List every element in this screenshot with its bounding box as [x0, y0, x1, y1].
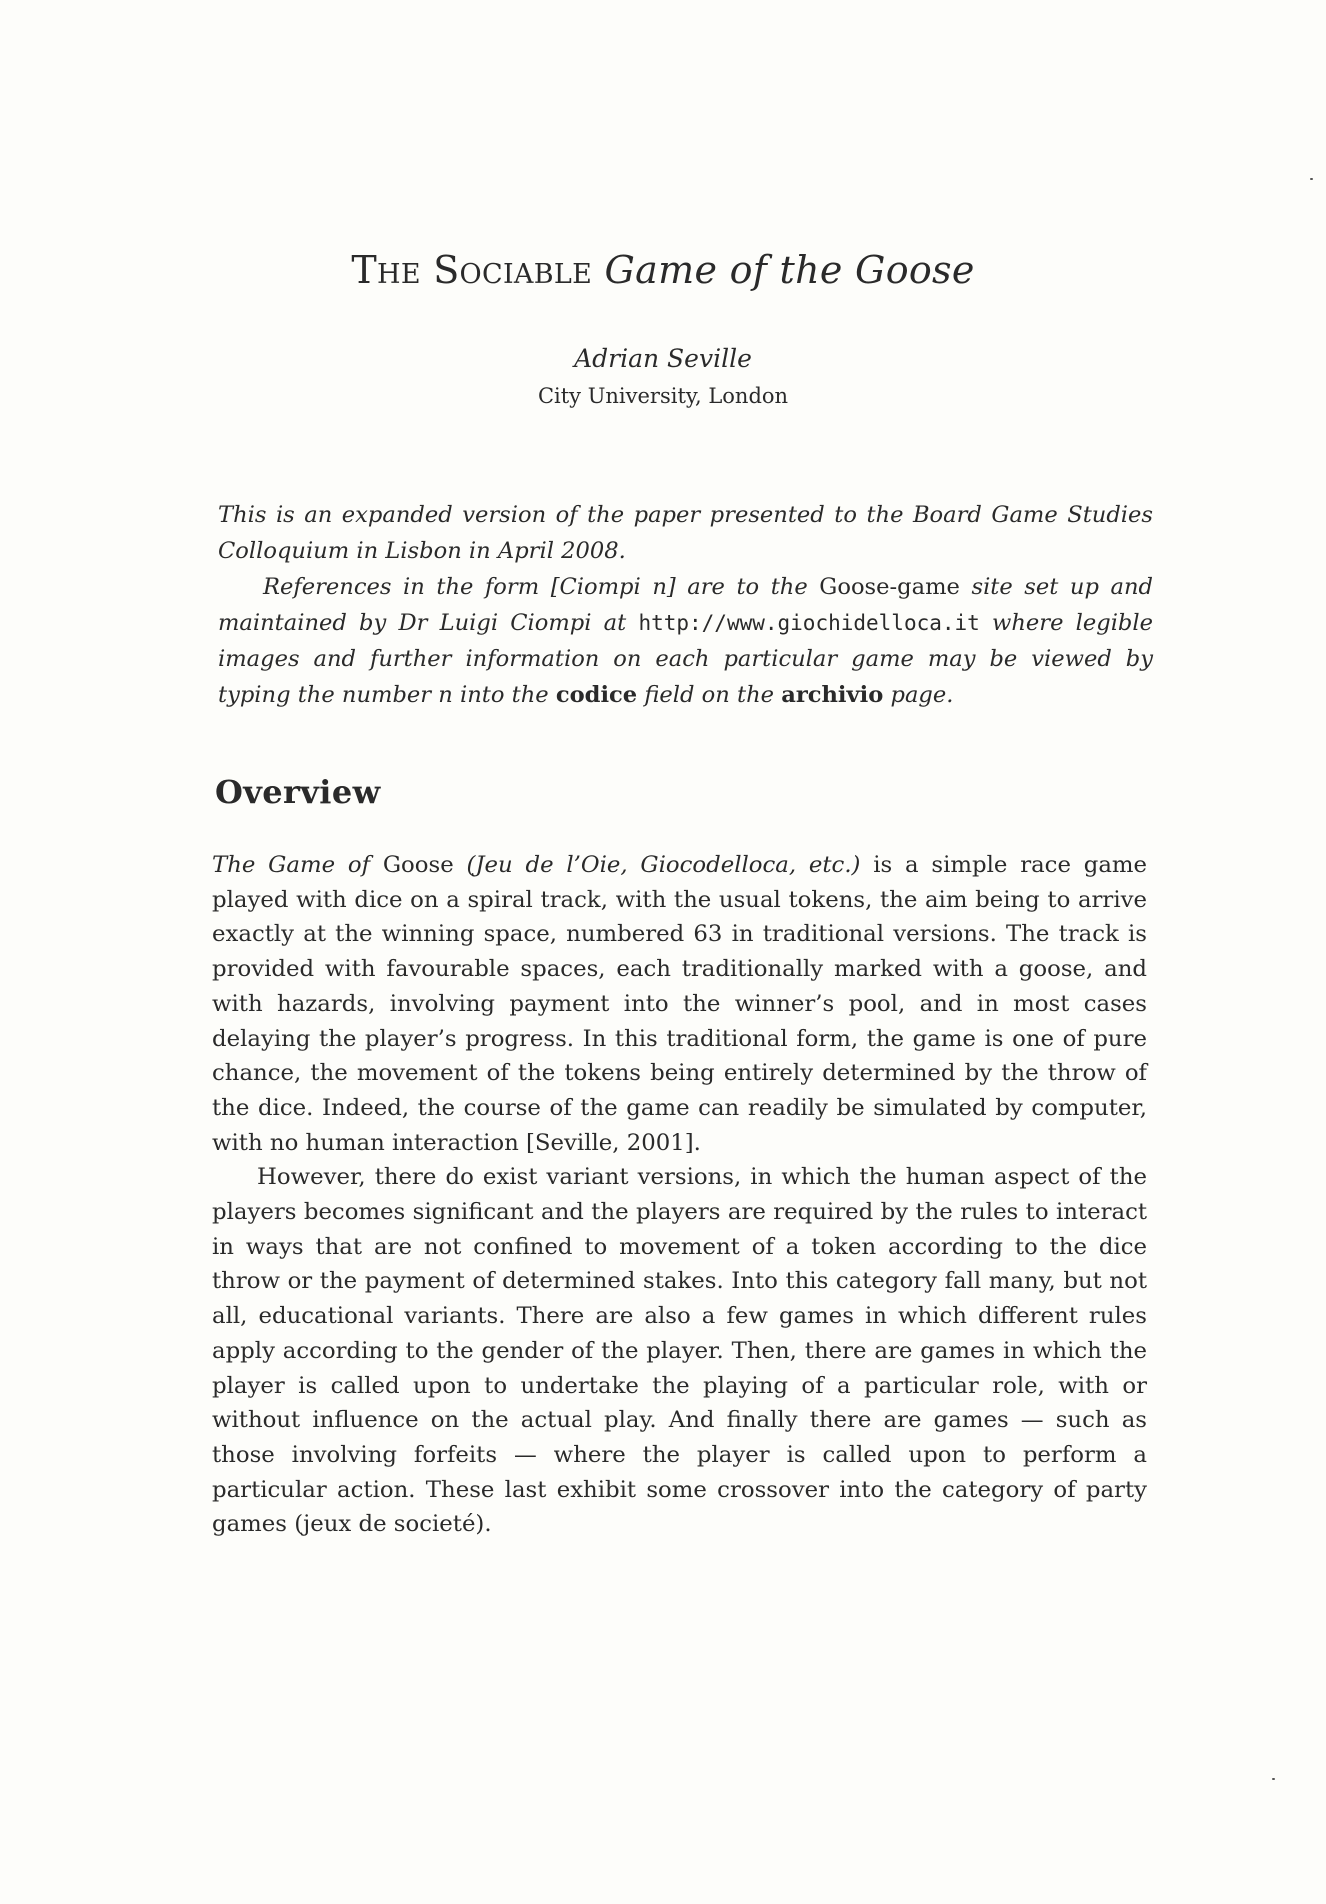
scan-speck [1310, 178, 1313, 180]
body-italic-text: The Game of [212, 852, 371, 878]
body-text [212, 848, 1147, 1542]
abstract-paragraph-2 [218, 569, 1153, 713]
abstract-block [218, 497, 1153, 713]
body-paragraph-1 [212, 848, 1147, 1160]
title-small-caps: The Sociable [351, 248, 593, 292]
abstract-paragraph-1: This is an expanded version of the paper presented to the Board Game Studies Colloquium in Lisbon in April 2008. [218, 502, 1153, 564]
abstract-upright-text: Goose-game [819, 574, 960, 600]
scan-speck [1272, 1778, 1275, 1780]
url-link[interactable]: http://www.giochidelloca.it [638, 611, 980, 635]
title-italic: Game of the Goose [604, 248, 975, 292]
archivio-keyword: archivio [781, 682, 884, 708]
codice-keyword: codice [555, 682, 638, 708]
author-affiliation: City University, London [537, 384, 789, 408]
body-text-span: Goose [382, 852, 454, 878]
abstract-text: site set up and maintained by Dr Luigi Ciompi at [218, 574, 1153, 636]
body-paragraph-2: However, there do exist variant versions, in which the human aspect of the players becomes significant and the players are required by the rules to interact in ways that are not confined to movement of a token according to the dice throw or the payment of determined stakes. Into this category fall many, but not all, educational variants. There are also a few games in which different rules apply according to the gender of the player. Then, there are games in which the player is called upon to undertake the playing of a particular role, with or without influence on the actual play. And finally there are games — such as those involving forfeits — where the player is called upon to perform a particular action. These last exhibit some crossover into the category of party games (jeux de societé). [212, 1164, 1147, 1538]
paper-title [0, 245, 1326, 295]
abstract-text: References in the form [Ciompi n] are to the [263, 574, 808, 600]
author-name: Adrian Seville [574, 344, 752, 373]
body-italic-text: (Jeu de l’Oie, Giocodelloca, etc.) [466, 852, 861, 878]
abstract-text: where legible images and further information on each particular game may be viewed by typing the number n into the [218, 610, 1153, 708]
abstract-text: field on the [644, 682, 775, 708]
body-text-span: is a simple race game played with dice on a spiral track, with the usual tokens, the aim being to arrive exactly at the winning space, numbered 63 in traditional versions. The track is provided with favourable spaces, each traditionally marked with a goose, and with hazards, involving payment into the winner’s pool, and in most cases delaying the player’s progress. In this traditional form, the game is one of pure chance, the movement of the tokens being entirely determined by the throw of the dice. Indeed, the course of the game can readily be simulated by computer, with no human interaction [Seville, 2001]. [212, 852, 1148, 1156]
section-heading: Overview [215, 773, 381, 811]
abstract-text: page. [890, 682, 954, 708]
